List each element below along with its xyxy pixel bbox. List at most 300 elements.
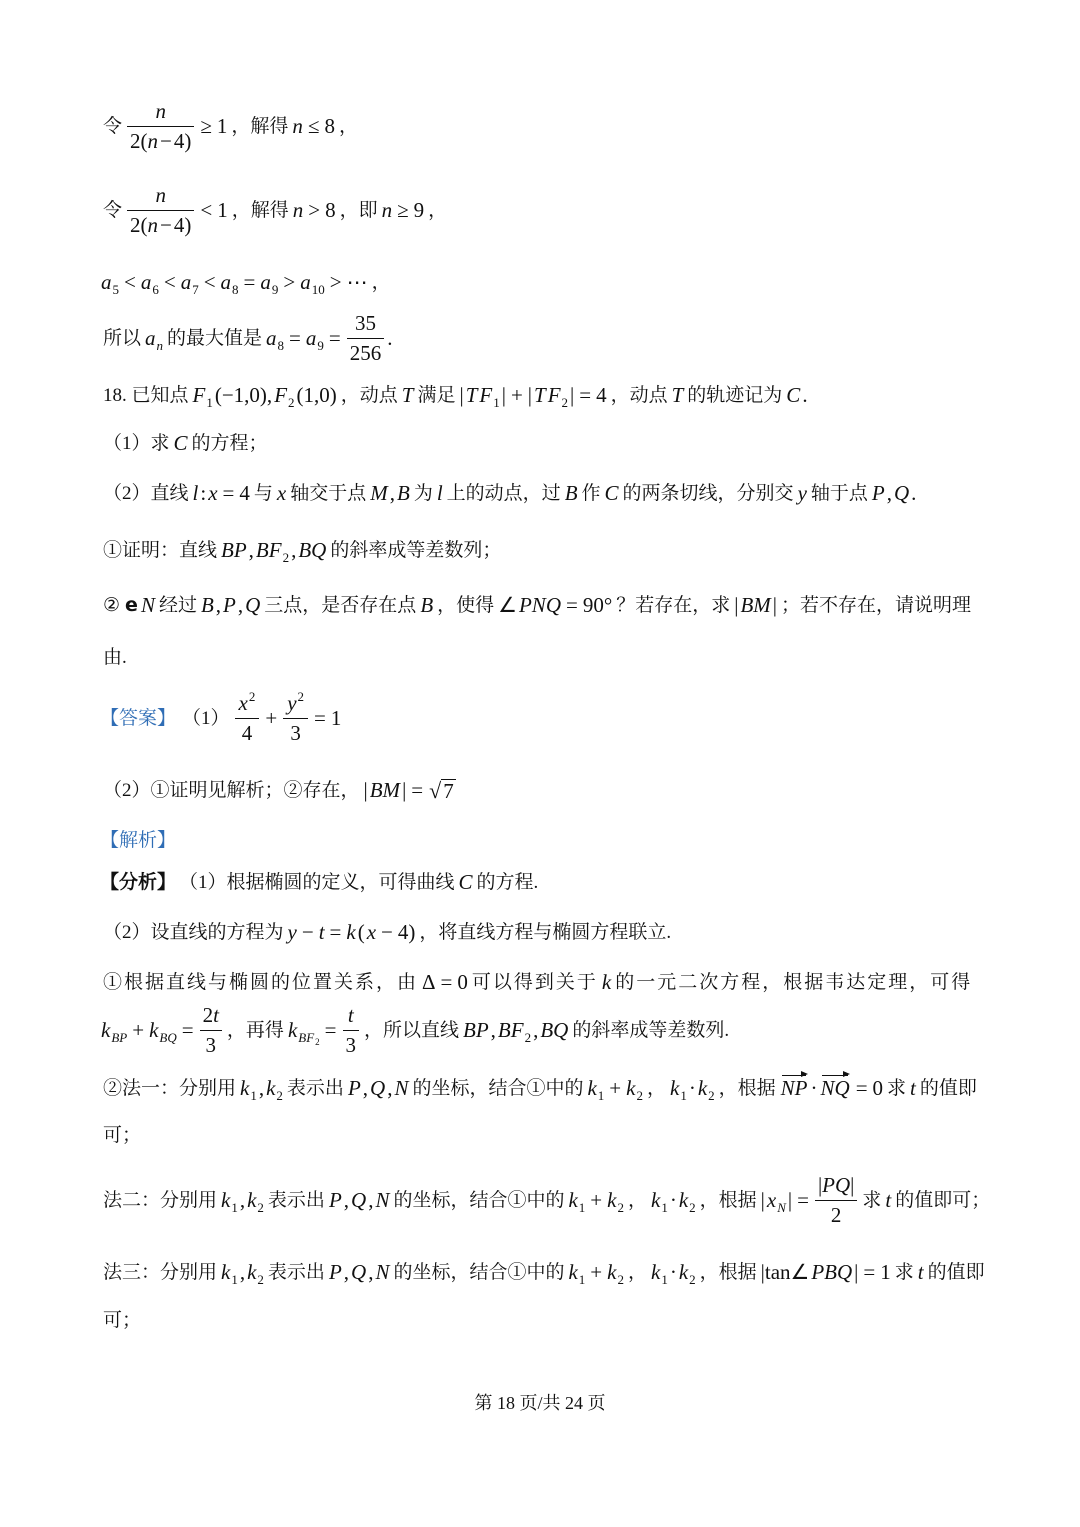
fraction <box>343 1002 360 1057</box>
math-text: | <box>501 382 506 407</box>
term-subscript: 7 <box>192 281 199 297</box>
math-text: . <box>802 382 808 407</box>
text-run: （2）设直线的方程为 <box>103 921 284 943</box>
math-operator: = <box>855 1075 868 1100</box>
subscripted-term <box>101 1017 128 1045</box>
math-variable: T <box>671 382 684 407</box>
math-variable: Q <box>245 592 261 617</box>
term-subscript: 9 <box>317 337 324 353</box>
math-operator: ≥ <box>200 113 212 138</box>
fraction-denominator <box>283 718 308 744</box>
text-run: ，将直线方程与椭圆方程联立. <box>419 921 672 943</box>
term-base: a <box>140 269 152 294</box>
math-text: 1 <box>880 1259 891 1284</box>
text-run: ①证明：直线 <box>103 539 218 561</box>
subscripted-term <box>274 382 295 410</box>
fraction-denominator <box>347 338 385 364</box>
text-run: 的两条切线，分别交 <box>622 482 794 504</box>
term-subscript: 1 <box>206 394 213 410</box>
text-run: 上的动点，过 <box>446 482 561 504</box>
fraction-numerator <box>200 1002 222 1030</box>
text-run: 可； <box>103 1124 142 1146</box>
math-text: 1 <box>330 705 342 730</box>
term-subscript: 1 <box>231 1199 238 1215</box>
math-text: , <box>215 592 222 617</box>
term-base: k <box>650 1259 661 1284</box>
text-run: （1）求 <box>103 432 170 454</box>
math-text: , <box>389 480 395 505</box>
math-text: Δ <box>422 969 436 994</box>
term-subscript: 2 <box>282 549 290 565</box>
math-operator: < <box>124 269 136 294</box>
term-base: F <box>192 382 206 407</box>
math-variable: l <box>436 480 443 505</box>
math-operator: = <box>289 325 301 350</box>
math-variable: t <box>347 1002 354 1027</box>
fraction-numerator <box>152 98 169 126</box>
text-run: ，再得 <box>226 1019 284 1041</box>
math-text: 3 <box>205 1032 216 1057</box>
math-text: 8 <box>325 197 336 222</box>
term-base: k <box>626 1075 636 1100</box>
term-base: k <box>287 1017 298 1042</box>
math-operator: ≥ <box>397 197 409 222</box>
math-text: (−1,0), <box>214 382 273 407</box>
text-run: ？若存在，求 <box>616 594 731 616</box>
fraction-denominator <box>815 1200 857 1226</box>
text-run: ， <box>646 1077 666 1099</box>
subscripted-term <box>266 325 285 353</box>
text-run: 的斜率成等差数列. <box>572 1019 730 1041</box>
text-run: ，使得 <box>437 594 495 616</box>
term-base: k <box>266 1075 276 1100</box>
section-tag: 【答案】 <box>100 707 177 729</box>
subscripted-term <box>678 1187 696 1215</box>
text-run: 的值即 <box>919 1077 977 1099</box>
math-variable: B <box>200 592 214 617</box>
term-subscript: 9 <box>271 281 279 297</box>
math-text: ( <box>357 919 365 944</box>
math-operator: < <box>163 269 176 294</box>
text-run: 与 <box>253 482 273 504</box>
subscripted-term <box>650 1259 668 1287</box>
subscripted-term <box>587 1075 605 1103</box>
term-base: k <box>101 1017 111 1042</box>
term-subscript: 6 <box>152 281 159 297</box>
text-run: 作 <box>581 482 601 504</box>
text-run: ，根据 <box>718 1077 776 1099</box>
math-variable: x <box>366 919 377 944</box>
math-operator: + <box>265 705 278 730</box>
text-run: 的最大值是 <box>167 327 263 349</box>
math-text: | <box>772 592 778 617</box>
term-base: k <box>247 1187 257 1212</box>
math-text: · <box>669 1187 677 1212</box>
math-text: , <box>239 1187 246 1212</box>
text-run: 的方程. <box>476 871 539 893</box>
math-operator: < <box>203 269 216 294</box>
math-variable: P <box>871 480 885 505</box>
text-run: 的一元二次方程，根据韦达定理，可得 <box>615 971 973 993</box>
math-variable: N <box>375 1259 390 1284</box>
math-text: , <box>368 1259 374 1284</box>
math-variable: BQ <box>298 537 327 562</box>
math-operator: + <box>590 1187 603 1212</box>
math-operator: − <box>160 128 172 153</box>
fraction-numerator <box>345 1002 357 1030</box>
math-text: 3 <box>345 1032 356 1057</box>
section-tag: 【解析】 <box>100 829 177 851</box>
term-exponent: 2 <box>297 688 305 704</box>
math-text: | <box>854 1259 859 1284</box>
math-text: 2( <box>130 212 148 237</box>
math-operator: = <box>243 269 256 294</box>
math-text: , <box>343 1187 350 1212</box>
math-variable: T <box>401 382 414 407</box>
text-run: 的方程； <box>191 432 268 454</box>
subscripted-term <box>626 1075 643 1103</box>
subscripted-term <box>479 382 500 410</box>
text-run: 的值即可； <box>895 1189 991 1211</box>
math-variable: k <box>601 969 612 994</box>
fraction <box>283 688 308 745</box>
text-run: 法二：分别用 <box>103 1189 218 1211</box>
text-run: 求 <box>894 1261 914 1283</box>
math-operator: = <box>565 592 578 617</box>
text-run: ，所以直线 <box>364 1019 460 1041</box>
math-variable: BP <box>221 537 247 562</box>
term-base: k <box>221 1259 231 1284</box>
text-run: 为 <box>413 482 433 504</box>
term-base: a <box>145 325 156 350</box>
math-operator: = <box>329 919 342 944</box>
term-subscript: 8 <box>277 337 285 353</box>
math-variable: P <box>347 1075 361 1100</box>
term-subscript: 2 <box>617 1271 624 1287</box>
term-base: k <box>697 1075 708 1100</box>
term-base: F <box>479 382 493 407</box>
math-text: (1,0) <box>296 382 337 407</box>
math-operator: + <box>510 382 523 407</box>
term-subscript: 2 <box>636 1087 643 1103</box>
term-subscript: 2 <box>617 1199 624 1215</box>
math-operator: = <box>324 1017 337 1042</box>
math-operator: − <box>381 919 393 944</box>
term-subscript: 8 <box>232 281 239 297</box>
text-run: 的坐标，结合①中的 <box>393 1189 565 1211</box>
subscripted-term <box>497 1017 532 1045</box>
math-variable: t <box>910 1075 916 1100</box>
math-operator: = <box>222 480 235 505</box>
text-run: ，解得 <box>231 115 289 137</box>
circle-symbol: e <box>125 593 138 616</box>
term-subscript: 1 <box>661 1199 668 1215</box>
math-variable: P <box>223 592 236 617</box>
math-operator: + <box>132 1017 145 1042</box>
fraction <box>235 688 260 745</box>
text-run: 的坐标，结合①中的 <box>412 1077 584 1099</box>
fraction-numerator <box>152 182 169 210</box>
math-variable: n <box>147 128 159 153</box>
text-run: 的值即 <box>927 1261 985 1283</box>
subscripted-term <box>697 1075 715 1103</box>
math-operator: + <box>609 1075 622 1100</box>
math-operator: = <box>797 1187 809 1212</box>
subscripted-term <box>607 1187 624 1215</box>
text-run: 求 <box>862 1189 882 1211</box>
math-text: 2( <box>130 128 148 153</box>
subscripted-term <box>145 325 164 353</box>
text-run: （1）根据椭圆的定义，可得曲线 <box>179 871 455 893</box>
math-operator: > <box>329 269 342 294</box>
subscripted-term <box>220 269 239 297</box>
term-base: y <box>287 690 297 715</box>
math-operator: > <box>308 197 321 222</box>
math-variable: N <box>394 1075 409 1100</box>
math-text: , <box>248 537 254 562</box>
math-variable: C <box>604 480 619 505</box>
math-variable: n <box>155 182 166 207</box>
math-text: 0 <box>457 969 468 994</box>
math-variable: PBQ <box>811 1259 853 1284</box>
subscripted-term <box>766 1187 786 1215</box>
term-subscript: N <box>777 1199 786 1215</box>
math-variable: B <box>396 480 410 505</box>
math-text: , <box>291 537 297 562</box>
math-text: , <box>533 1017 539 1042</box>
math-text: 4) <box>397 919 416 944</box>
math-variable: BM <box>369 777 401 802</box>
math-operator: < <box>200 197 213 222</box>
fraction-numerator <box>283 688 308 718</box>
math-text: | <box>760 1187 765 1212</box>
text-run: ，即 <box>339 199 378 221</box>
term-base: x <box>238 690 248 715</box>
math-text: . <box>387 325 393 350</box>
term-subscript: BQ <box>159 1029 177 1045</box>
subscripted-term <box>221 1259 238 1287</box>
text-run: ，根据 <box>699 1261 757 1283</box>
math-text: ⋯ <box>346 269 368 294</box>
math-variable: Q <box>351 1259 367 1284</box>
term-subscript: 1 <box>493 394 500 410</box>
fraction <box>347 310 385 365</box>
text-run: 的斜率成等差数列； <box>330 539 502 561</box>
term-subscript: 2 <box>257 1271 264 1287</box>
fraction-denominator <box>343 1030 360 1056</box>
subscripted-term <box>247 1259 264 1287</box>
term-subscript: 1 <box>578 1199 586 1215</box>
term-subscript: 1 <box>231 1271 238 1287</box>
text-run: 可以得到关于 <box>471 971 598 993</box>
subscripted-term <box>669 1075 687 1103</box>
term-base: a <box>260 269 271 294</box>
text-run: 令 <box>103 115 123 137</box>
math-variable: BQ <box>540 1017 569 1042</box>
term-base: k <box>650 1187 661 1212</box>
term-base: k <box>247 1259 257 1284</box>
text-run: 满足 <box>417 384 456 406</box>
math-operator: − <box>160 212 172 237</box>
math-variable: B <box>420 592 434 617</box>
math-operator: = <box>579 382 592 407</box>
fraction <box>815 1172 857 1227</box>
text-run: ②法一：分别用 <box>103 1077 237 1099</box>
term-subscript: 1 <box>661 1271 668 1287</box>
math-operator: = <box>863 1259 876 1284</box>
math-text: , <box>490 1017 496 1042</box>
vector: NQ <box>820 1075 850 1100</box>
subscripted-term <box>650 1187 668 1215</box>
text-run: 经过 <box>158 594 197 616</box>
fraction-denominator <box>127 210 194 236</box>
math-text: | <box>817 1172 823 1197</box>
math-variable: t <box>917 1259 924 1284</box>
subscripted-term <box>260 269 279 297</box>
subscripted-term <box>255 537 290 565</box>
text-run: （1） <box>182 707 230 729</box>
fraction-denominator <box>200 1030 222 1056</box>
term-subscript: 2 <box>689 1271 696 1287</box>
math-text: , <box>239 1259 246 1284</box>
math-text: | <box>734 592 739 617</box>
fraction-numerator <box>815 1172 857 1200</box>
math-variable: PQ <box>822 1172 851 1197</box>
term-base: k <box>607 1259 617 1284</box>
math-text: | <box>402 777 407 802</box>
math-text: ∠ <box>498 592 517 617</box>
power-term <box>287 688 305 715</box>
math-text: | <box>570 382 575 407</box>
fraction-denominator <box>235 718 260 744</box>
text-run: 法三：分别用 <box>103 1261 218 1283</box>
subscripted-term <box>287 1017 320 1047</box>
math-variable: t <box>885 1187 892 1212</box>
term-subscript: 2 <box>689 1199 696 1215</box>
math-text: · <box>688 1075 696 1100</box>
term-subscript: 2 <box>561 394 569 410</box>
text-run: 轴交于点 <box>290 482 367 504</box>
math-text: 3 <box>290 720 301 745</box>
math-variable: BP <box>463 1017 489 1042</box>
math-text: 9 <box>413 197 425 222</box>
text-run: ， <box>627 1189 647 1211</box>
math-text: 4) <box>173 212 192 237</box>
math-variable: N <box>375 1187 390 1212</box>
math-variable: C <box>458 869 473 894</box>
math-text: | <box>363 777 368 802</box>
math-text: 90° <box>582 592 613 617</box>
term-base: F <box>547 382 561 407</box>
math-text: |tan∠ <box>760 1259 810 1284</box>
math-operator: = <box>314 705 326 730</box>
math-variable: BM <box>740 592 771 617</box>
math-text: , <box>368 1187 374 1212</box>
math-variable: n <box>292 197 304 222</box>
text-run: 令 <box>103 199 123 221</box>
term-base: k <box>149 1017 159 1042</box>
subscripted-term <box>568 1259 586 1287</box>
math-variable: n <box>155 98 166 123</box>
math-operator: ≤ <box>307 113 320 138</box>
math-variable: l <box>192 480 199 505</box>
term-subscript: 2 <box>257 1199 264 1215</box>
term-base: BF <box>255 537 282 562</box>
term-sub-subscript: 2 <box>315 1036 320 1047</box>
term-subscript: 5 <box>112 281 119 297</box>
term-base: F <box>274 382 288 407</box>
math-operator: = <box>411 777 424 802</box>
math-text: 35 <box>354 310 376 335</box>
math-variable: t <box>318 919 325 944</box>
term-base: x <box>766 1187 777 1212</box>
term-subscript: 2 <box>524 1029 532 1045</box>
math-text: | <box>527 382 532 407</box>
math-variable: T <box>534 382 546 407</box>
subscripted-term <box>568 1187 586 1215</box>
term-subscript: 2 <box>276 1087 283 1103</box>
subscripted-term <box>678 1259 696 1287</box>
math-operator: + <box>590 1259 603 1284</box>
math-text: 8 <box>324 113 335 138</box>
text-run: 由. <box>103 646 127 668</box>
text-run: （2）直线 <box>103 482 189 504</box>
subscripted-term <box>101 269 119 297</box>
term-subscript: BF <box>298 1029 315 1045</box>
text-run: 所以 <box>103 327 142 349</box>
term-subscript: BP <box>111 1029 128 1045</box>
page-number: 第 18 页/共 24 页 <box>474 1393 606 1413</box>
subscripted-term <box>140 269 159 297</box>
term-base: a <box>300 269 311 294</box>
math-text: . <box>911 480 917 505</box>
subscripted-term <box>192 382 213 410</box>
term-base: BF <box>497 1017 524 1042</box>
fraction <box>127 98 194 153</box>
math-text: 1 <box>217 197 228 222</box>
text-run: （2）①证明见解析；②存在， <box>103 779 360 801</box>
math-variable: x <box>208 480 218 505</box>
term-subscript: 2 <box>288 394 295 410</box>
math-text: 2 <box>830 1202 842 1227</box>
math-text: : <box>200 480 207 505</box>
subscripted-term <box>247 1187 264 1215</box>
term-subscript: 1 <box>578 1271 586 1287</box>
text-run: 可； <box>103 1309 142 1331</box>
text-run: ；若不存在，请说明理 <box>781 594 972 616</box>
math-variable: n <box>292 113 303 138</box>
text-run: 表示出 <box>267 1261 325 1283</box>
math-variable: k <box>346 919 356 944</box>
term-exponent: 2 <box>248 688 256 704</box>
subscripted-term <box>266 1075 283 1103</box>
term-subscript: 2 <box>708 1087 715 1103</box>
term-base: a <box>266 325 277 350</box>
math-text: 4 <box>241 720 253 745</box>
math-variable: y <box>797 480 807 505</box>
radical-sign: √ <box>429 777 442 803</box>
radicand: 7 <box>443 778 454 803</box>
text-run: ② <box>103 594 121 616</box>
math-variable: Q <box>370 1075 386 1100</box>
math-text: , <box>362 1075 369 1100</box>
term-subscript: 1 <box>680 1087 687 1103</box>
math-variable: C <box>786 382 801 407</box>
math-text: 0 <box>872 1075 884 1100</box>
math-text: 4 <box>596 382 607 407</box>
math-text: | <box>787 1187 793 1212</box>
math-variable: Q <box>351 1187 367 1212</box>
